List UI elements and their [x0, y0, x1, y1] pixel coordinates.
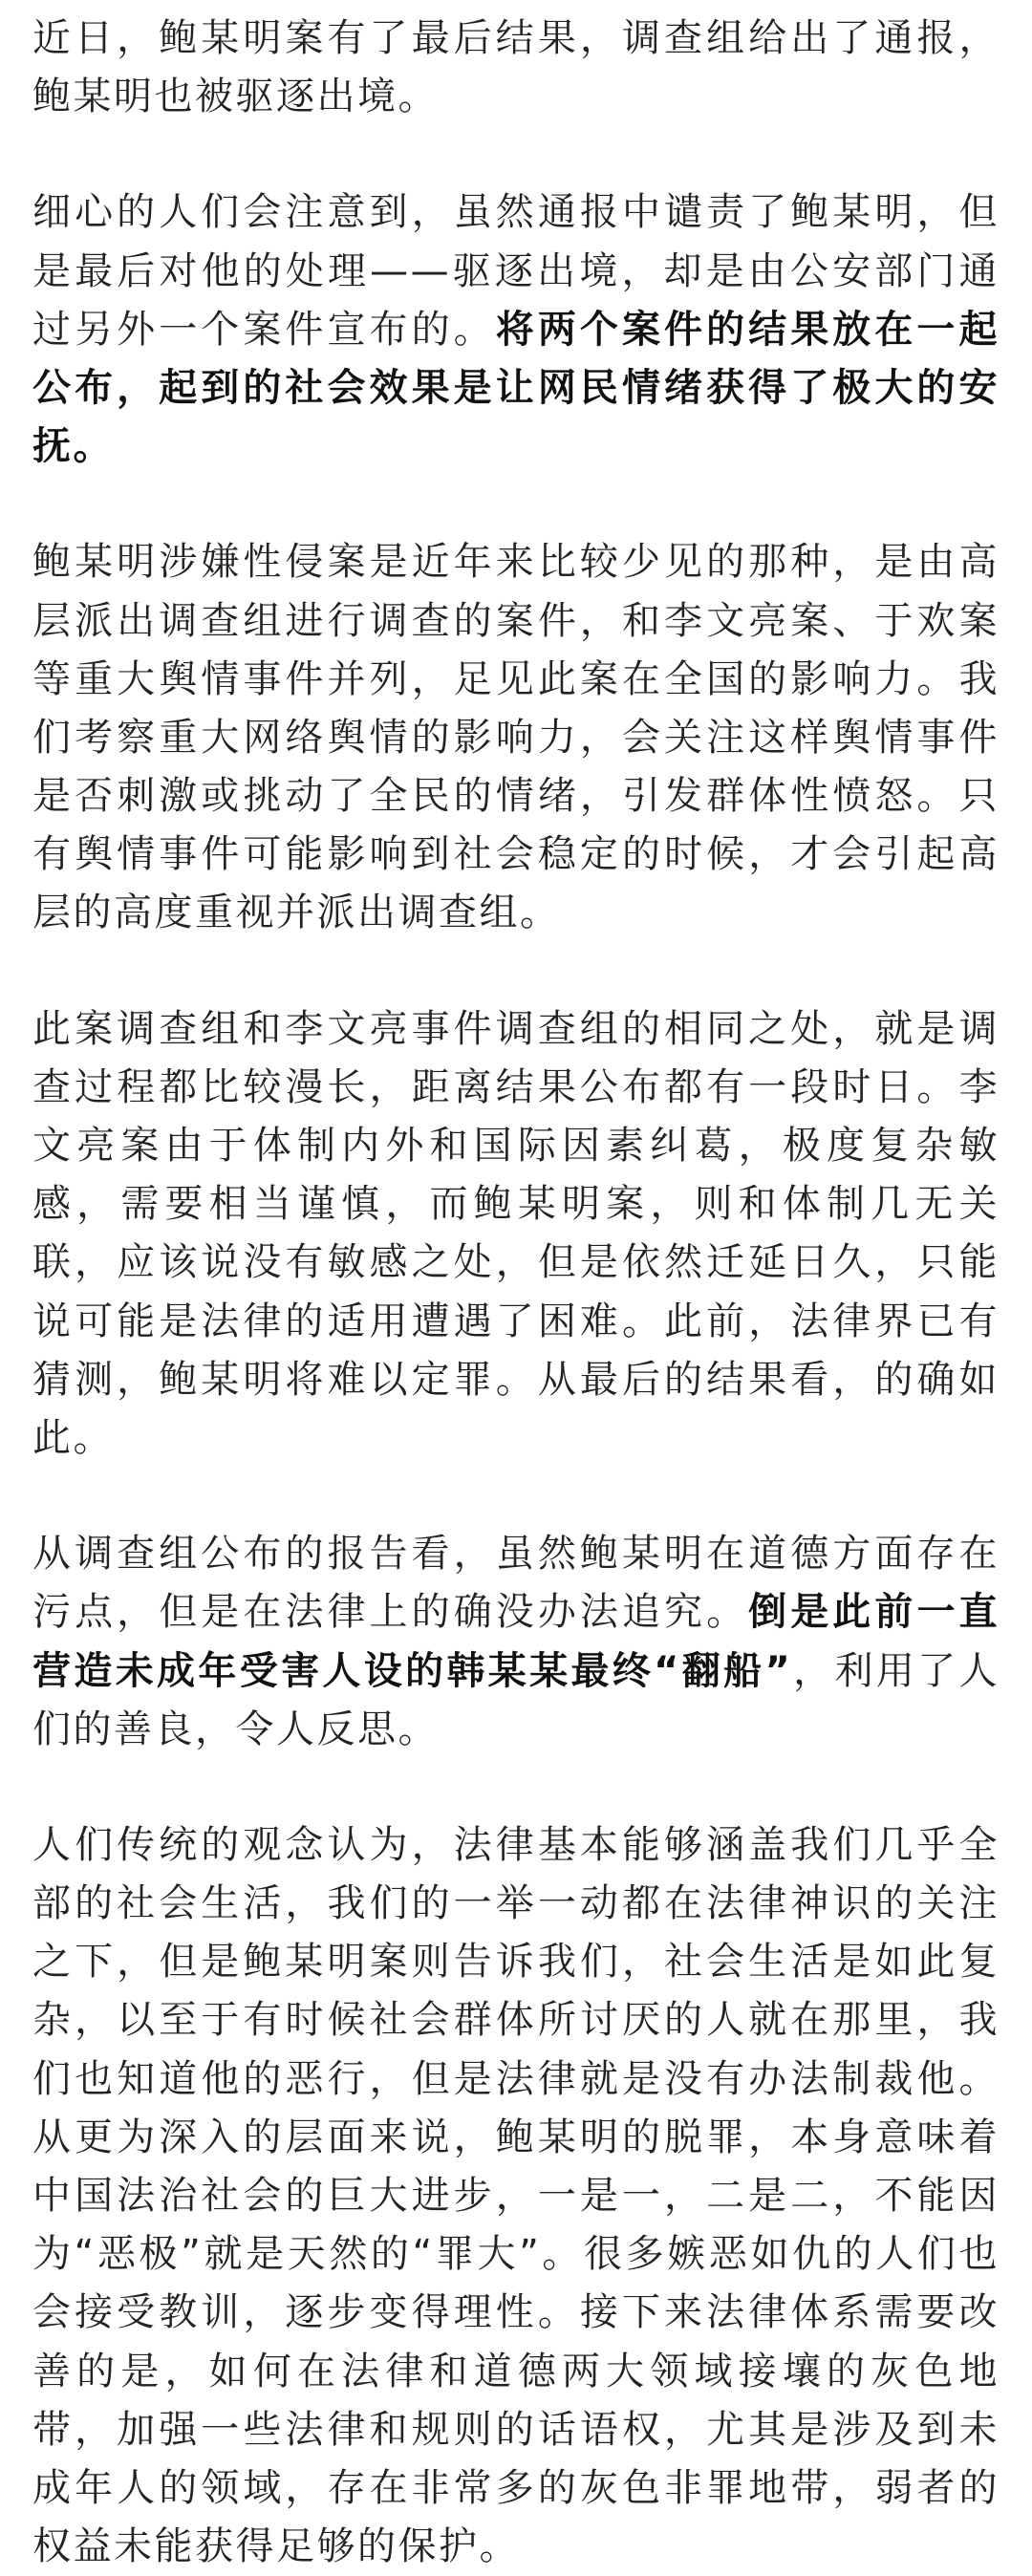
- paragraph-2-bold-text: 将两个案件的结果放在一起公布，起到的社会效果是让网民情绪获得了极大的安抚。: [32, 307, 1000, 469]
- paragraph-3: [32, 533, 1000, 942]
- paragraph-2-text: 细心的人们会注意到，虽然通报中谴责了鲍某明，但是最后对他的处理——驱逐出境，却是由公安部门通过另外一个案件宣布的。: [32, 190, 1000, 352]
- paragraph-5-text: 从调查组公布的报告看，虽然鲍某明在道德方面存在污点，但是在法律上的确没办法追究。: [32, 1532, 1000, 1635]
- paragraph-1: [32, 10, 1000, 126]
- paragraph-5: [32, 1525, 1000, 1759]
- paragraph-4: [32, 1000, 1000, 1469]
- paragraph-5-text-end: ，利用了人们的善良，令人反思。: [32, 1648, 1000, 1751]
- paragraph-1-text: 近日，鲍某明案有了最后结果，调查组给出了通报，鲍某明也被驱逐出境。: [32, 16, 1000, 119]
- paragraph-6-text: 人们传统的观念认为，法律基本能够涵盖我们几乎全部的社会生活，我们的一举一动都在法律神识的关注之下，但是鲍某明案则告诉我们，社会生活是如此复杂，以至于有时候社会群体所讨厌的人就在那里，我们也知道他的恶行，但是法律就是没有办法制裁他。从更为深入的层面来说，鲍某明的脱罪，本身意味着中国法治社会的巨大进步，一是一，二是二，不能因为“恶极”就是天然的“罪大”。很多嫉恶如仇的人们也会接受教训，逐步变得理性。接下来法律体系需要改善的是，如何在法律和道德两大领域接壤的灰色地带，加强一些法律和规则的话语权，尤其是涉及到未成年人的领域，存在非常多的灰色非罪地带，弱者的权益未能获得足够的保护。: [32, 1822, 1000, 2569]
- paragraph-2: [32, 183, 1000, 476]
- paragraph-3-text: 鲍某明涉嫌性侵案是近年来比较少见的那种，是由高层派出调查组进行调查的案件，和李文亮案、于欢案等重大舆情事件并列，足见此案在全国的影响力。我们考察重大网络舆情的影响力，会关注这样舆情事件是否刺激或挑动了全民的情绪，引发群体性愤怒。只有舆情事件可能影响到社会稳定的时候，才会引起高层的高度重视并派出调查组。: [32, 540, 1000, 935]
- paragraph-5-bold-text: 倒是此前一直营造未成年受害人设的韩某某最终“翻船”: [32, 1590, 1000, 1693]
- paragraph-4-text: 此案调查组和李文亮事件调查组的相同之处，就是调查过程都比较漫长，距离结果公布都有一段时日。李文亮案由于体制内外和国际因素纠葛，极度复杂敏感，需要相当谨慎，而鲍某明案，则和体制几无关联，应该说没有敏感之处，但是依然迁延日久，只能说可能是法律的适用遭遇了困难。此前，法律界已有猜测，鲍某明将难以定罪。从最后的结果看，的确如此。: [32, 1006, 1000, 1460]
- paragraph-6: [32, 1816, 1000, 2576]
